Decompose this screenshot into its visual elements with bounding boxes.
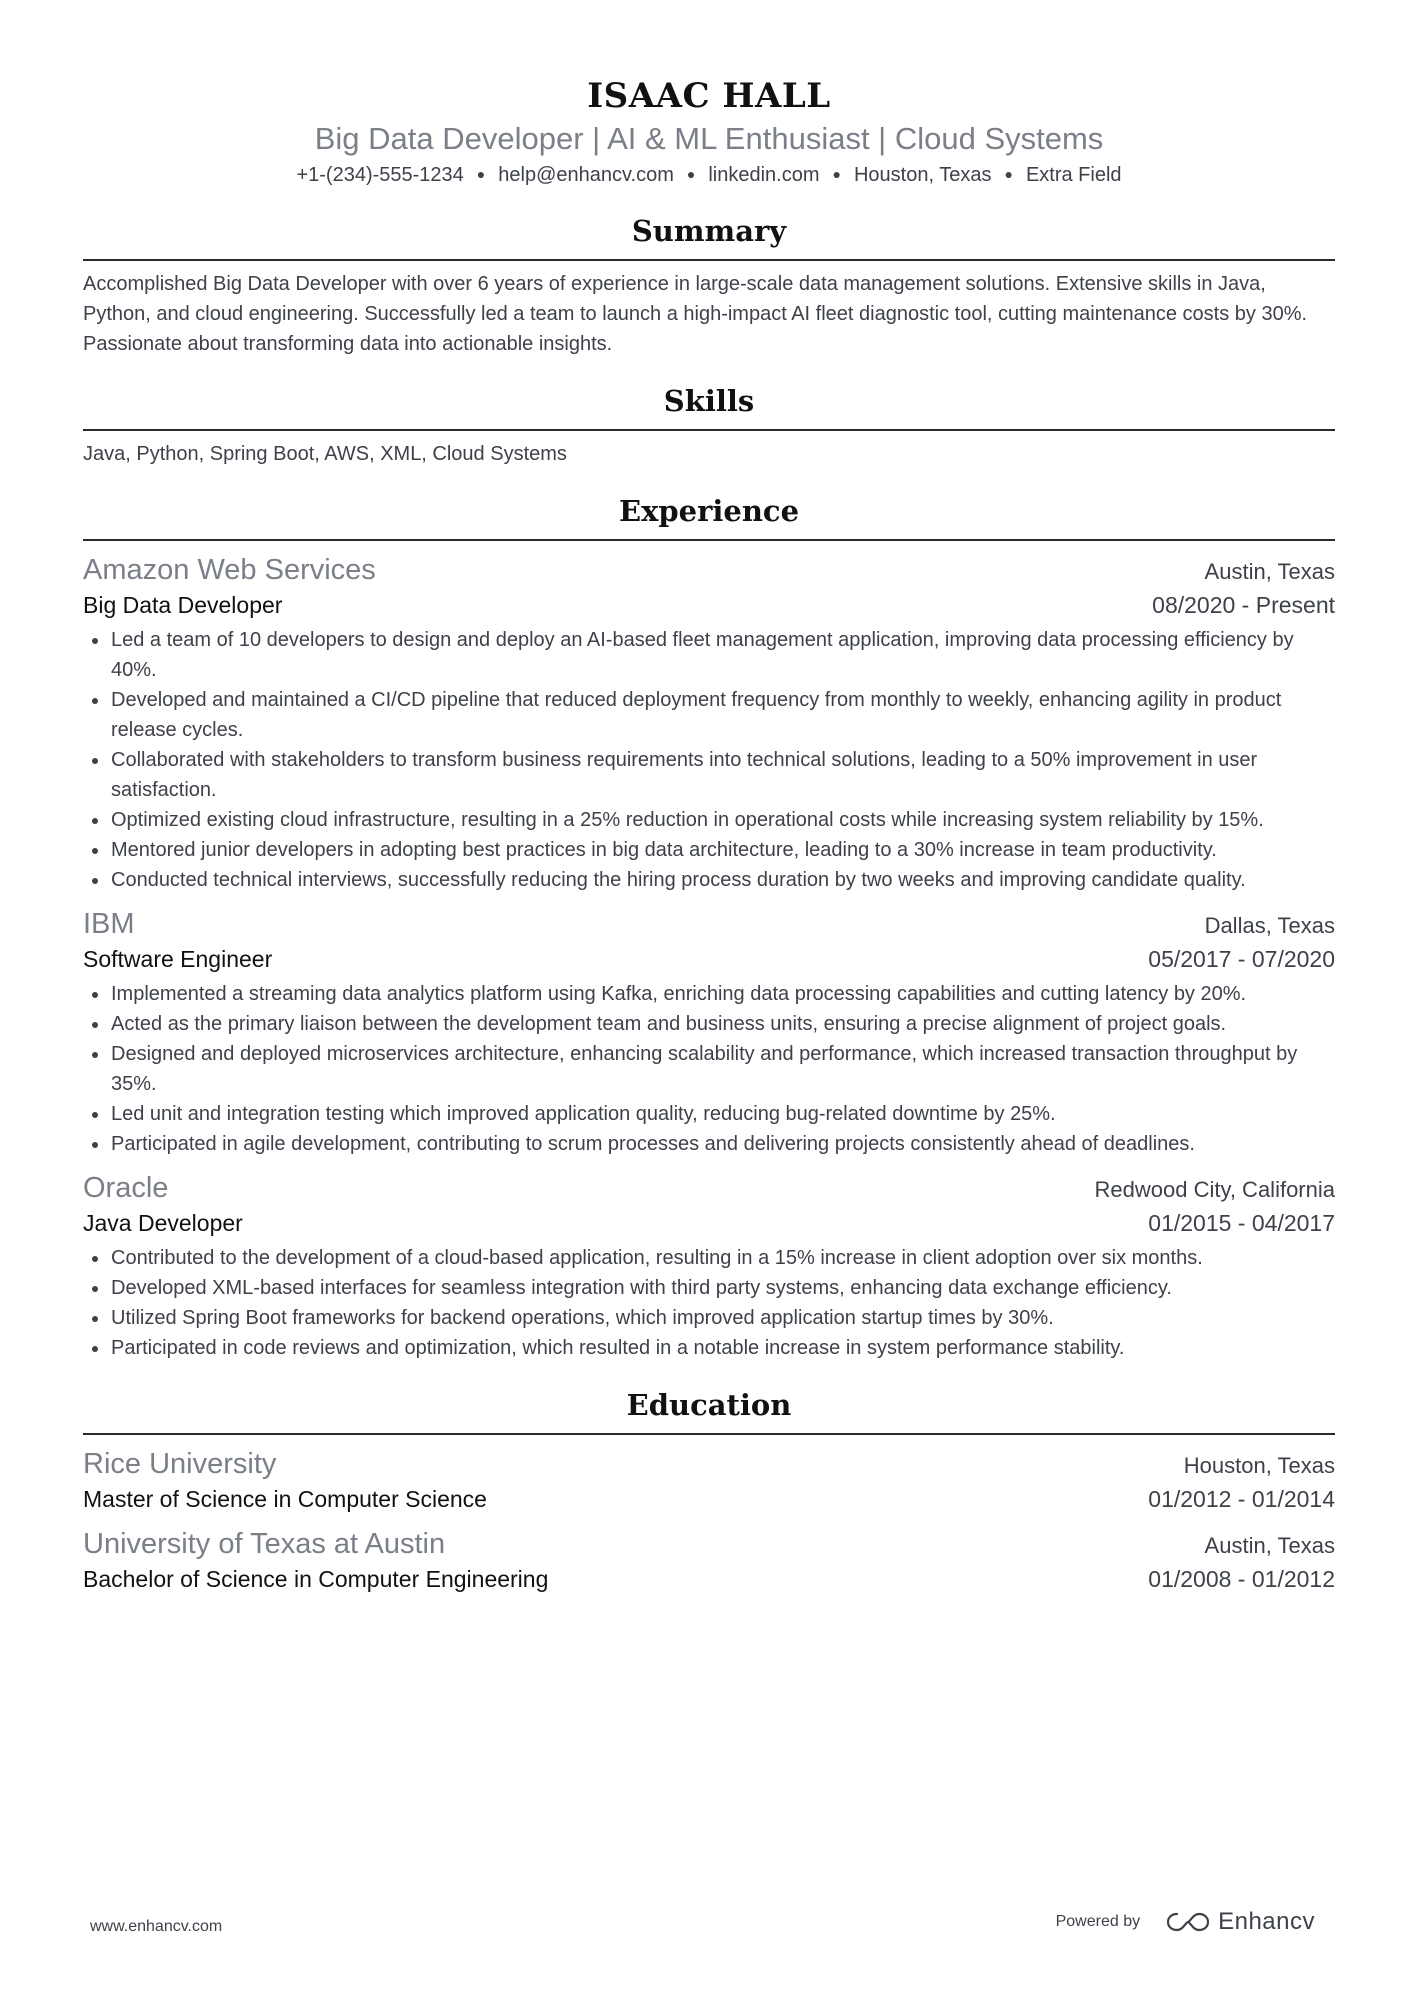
bullet-separator-icon: ● xyxy=(832,166,841,182)
brand-name: Enhancv xyxy=(1218,1908,1315,1935)
skills-text: Java, Python, Spring Boot, AWS, XML, Cloud Systems xyxy=(83,443,567,465)
candidate-name: ISAAC HALL xyxy=(587,76,831,116)
education-entry xyxy=(83,1525,1335,1595)
brand-logo[interactable] xyxy=(1166,1908,1315,1936)
bullet-item: Participated in agile development, contributing to scrum processes and delivering projects consistently ahead of deadlines. xyxy=(111,1129,1335,1159)
contact-linkedin[interactable]: linkedin.com xyxy=(708,164,820,186)
candidate-headline: Big Data Developer | AI & ML Enthusiast | Cloud Systems xyxy=(314,121,1104,156)
job-location: Austin, Texas xyxy=(1204,559,1335,584)
school-name: Rice University xyxy=(83,1448,277,1480)
bullet-item: Participated in code reviews and optimization, which resulted in a notable increase in system performance stability. xyxy=(111,1333,1335,1363)
contact-extra-field: Extra Field xyxy=(1025,164,1122,186)
contact-phone[interactable]: +1-(234)-555-1234 xyxy=(296,164,464,186)
job-title: Java Developer xyxy=(83,1210,243,1236)
job-title: Software Engineer xyxy=(83,946,273,972)
company-name: Oracle xyxy=(83,1172,169,1204)
bullet-item: Led a team of 10 developers to design and deploy an AI-based fleet management application, improving data processing efficiency by 40%. xyxy=(111,625,1335,685)
resume-page xyxy=(83,0,1335,1595)
infinity-logo-icon xyxy=(1166,1910,1210,1934)
company-name: Amazon Web Services xyxy=(83,554,376,586)
bullet-list xyxy=(83,1243,1335,1363)
school-name: University of Texas at Austin xyxy=(83,1528,446,1560)
bullet-item: Mentored junior developers in adopting best practices in big data architecture, leading to a 30% increase in team productivity. xyxy=(111,835,1335,865)
bullet-item: Led unit and integration testing which improved application quality, reducing bug-related downtime by 25%. xyxy=(111,1099,1335,1129)
powered-by-label: Powered by xyxy=(1055,1913,1141,1930)
section-title-summary: Summary xyxy=(83,211,1335,261)
school-location: Austin, Texas xyxy=(1204,1533,1335,1558)
school-location: Houston, Texas xyxy=(1183,1453,1335,1478)
education-dates: 01/2012 - 01/2014 xyxy=(1148,1486,1335,1512)
bullet-item: Developed XML-based interfaces for seamless integration with third party systems, enhancing data exchange efficiency. xyxy=(111,1273,1335,1303)
bullet-separator-icon: ● xyxy=(476,166,486,182)
contact-email[interactable]: help@enhancv.com xyxy=(498,164,674,186)
bullet-separator-icon: ● xyxy=(1004,166,1013,182)
bullet-item: Utilized Spring Boot frameworks for backend operations, which improved application startup times by 30%. xyxy=(111,1303,1335,1333)
contact-location: Houston, Texas xyxy=(853,164,992,186)
bullet-item: Conducted technical interviews, successfully reducing the hiring process duration by two weeks and improving candidate quality. xyxy=(111,865,1335,895)
bullet-list xyxy=(83,979,1335,1159)
bullet-list xyxy=(83,625,1335,895)
footer-website-link[interactable]: www.enhancv.com xyxy=(90,1918,223,1935)
bullet-item: Acted as the primary liaison between the development team and business units, ensuring a precise alignment of project goals. xyxy=(111,1009,1335,1039)
bullet-item: Designed and deployed microservices architecture, enhancing scalability and performance, which increased transaction throughput by 35%. xyxy=(111,1039,1335,1099)
footer-branding xyxy=(1056,1908,1315,1936)
degree-name: Bachelor of Science in Computer Engineering xyxy=(83,1566,549,1592)
job-location: Redwood City, California xyxy=(1094,1177,1335,1202)
bullet-item: Collaborated with stakeholders to transform business requirements into technical solutions, leading to a 50% improvement in user satisfaction. xyxy=(111,745,1335,805)
bullet-item: Contributed to the development of a cloud-based application, resulting in a 15% increase in client adoption over six months. xyxy=(111,1243,1335,1273)
bullet-item: Developed and maintained a CI/CD pipeline that reduced deployment frequency from monthly to weekly, enhancing agility in product release cycles. xyxy=(111,685,1335,745)
section-title-experience: Experience xyxy=(83,491,1335,541)
experience-entry xyxy=(83,1169,1335,1363)
job-dates: 05/2017 - 07/2020 xyxy=(1148,946,1335,972)
job-location: Dallas, Texas xyxy=(1204,913,1335,938)
experience-entry xyxy=(83,551,1335,895)
section-title-skills: Skills xyxy=(83,381,1335,431)
job-dates: 08/2020 - Present xyxy=(1152,592,1335,618)
company-name: IBM xyxy=(83,908,135,940)
bullet-item: Implemented a streaming data analytics platform using Kafka, enriching data processing capabilities and cutting latency by 20%. xyxy=(111,979,1335,1009)
bullet-item: Optimized existing cloud infrastructure, resulting in a 25% reduction in operational costs while increasing system reliability by 15%. xyxy=(111,805,1335,835)
degree-name: Master of Science in Computer Science xyxy=(83,1486,487,1512)
education-entry xyxy=(83,1445,1335,1515)
contact-line xyxy=(83,162,1335,189)
job-dates: 01/2015 - 04/2017 xyxy=(1148,1210,1335,1236)
job-title: Big Data Developer xyxy=(83,592,283,618)
section-title-education: Education xyxy=(83,1385,1335,1435)
experience-entry xyxy=(83,905,1335,1159)
summary-text: Accomplished Big Data Developer with over 6 years of experience in large-scale data management solutions. Extensive skills in Java, Python, and cloud engineering. Successfully led a team to launch a high-impact AI fleet diagnostic tool, cutting maintenance costs by 30%. Passionate about transforming data into actionable insights. xyxy=(83,273,1308,355)
bullet-separator-icon: ● xyxy=(686,166,696,182)
education-dates: 01/2008 - 01/2012 xyxy=(1148,1566,1335,1592)
resume-header xyxy=(83,0,1335,189)
